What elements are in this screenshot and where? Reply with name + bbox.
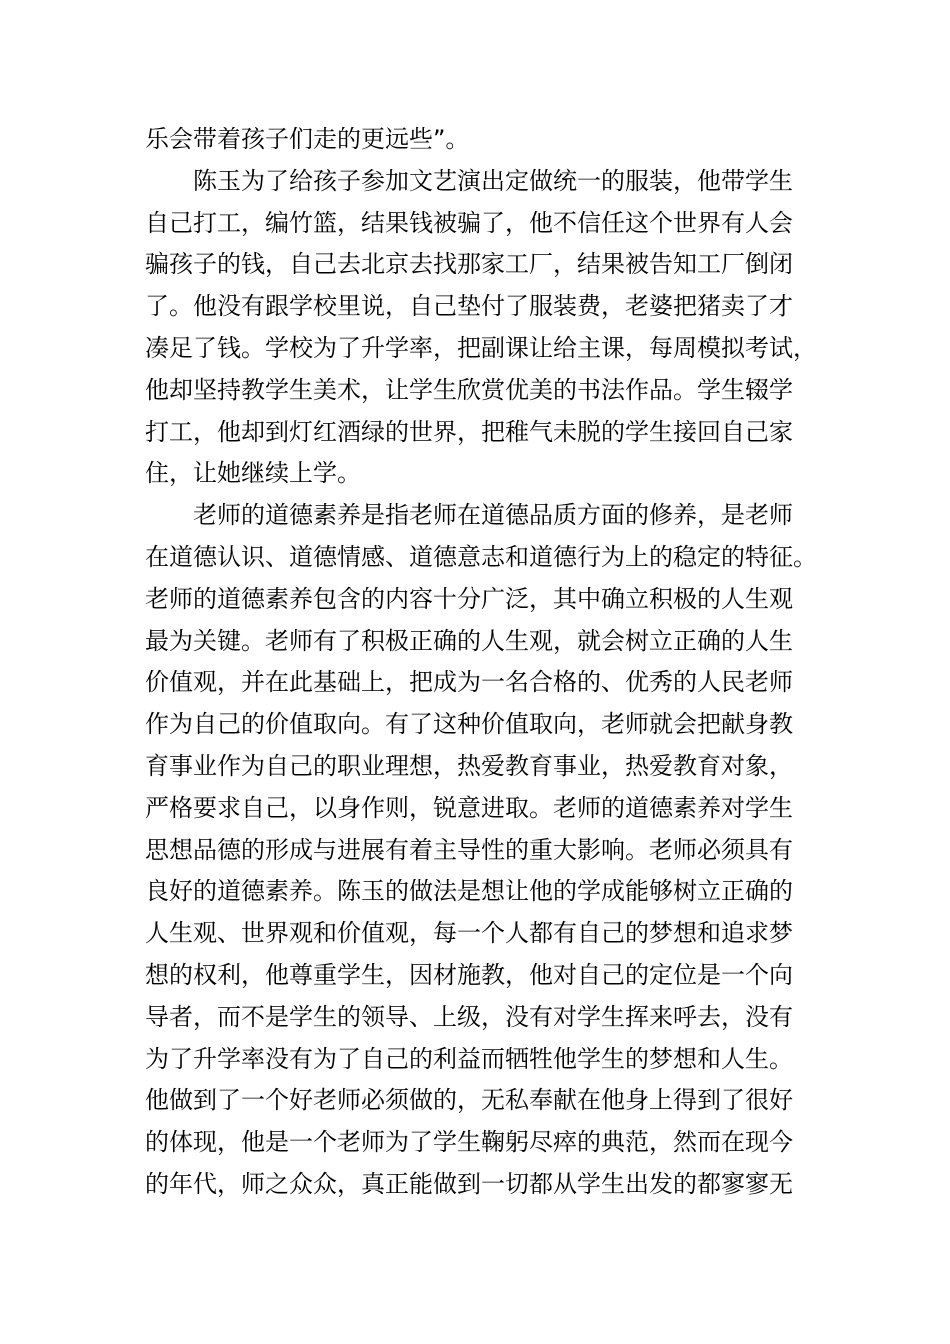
body-text: [145, 119, 825, 1206]
text-line: 导者，而不是学生的领导、上级，没有对学生挥来呼去，没有: [145, 1002, 793, 1031]
text-line: 人生观、世界观和价值观，每一个人都有自己的梦想和追求梦: [145, 919, 793, 948]
text-line: 想的权利，他尊重学生，因材施教，他对自己的定位是一个向: [145, 960, 793, 989]
text-line: 最为关键。老师有了积极正确的人生观，就会树立正确的人生: [145, 626, 793, 655]
text-line: 严格要求自己，以身作则，锐意进取。老师的道德素养对学生: [145, 793, 793, 822]
text-line: 凑足了钱。学校为了升学率，把副课让给主课，每周模拟考试，: [145, 333, 817, 362]
paragraph-first-line: 陈玉为了给孩子参加文艺演出定做统一的服装，他带学生: [193, 166, 793, 195]
text-line: 老师的道德素养包含的内容十分广泛，其中确立积极的人生观: [145, 584, 793, 613]
text-line: 骗孩子的钱，自己去北京去找那家工厂，结果被告知工厂倒闭: [145, 250, 793, 279]
text-line: 他做到了一个好老师必须做的，无私奉献在他身上得到了很好: [145, 1086, 793, 1115]
text-line: 思想品德的形成与进展有着主导性的重大影响。老师必须具有: [145, 835, 793, 864]
text-line: 的年代，师之众众，真正能做到一切都从学生出发的都寥寥无: [145, 1169, 793, 1198]
text-line: 价值观，并在此基础上，把成为一名合格的、优秀的人民老师: [145, 668, 793, 697]
paragraph-first-line: 老师的道德素养是指老师在道德品质方面的修养，是老师: [193, 501, 793, 530]
text-line: 在道德认识、道德情感、道德意志和道德行为上的稳定的特征。: [145, 542, 817, 571]
text-line: 为了升学率没有为了自己的利益而牺牲他学生的梦想和人生。: [145, 1044, 793, 1073]
text-line: 乐会带着孩子们走的更远些”。: [145, 125, 470, 153]
text-line: 作为自己的价值取向。有了这种价值取向，老师就会把献身教: [145, 710, 793, 739]
text-line: 他却坚持教学生美术，让学生欣赏优美的书法作品。学生辍学: [145, 375, 793, 404]
text-line: 了。他没有跟学校里说，自己垫付了服装费，老婆把猪卖了才: [145, 292, 793, 321]
text-line: 育事业作为自己的职业理想，热爱教育事业，热爱教育对象，: [145, 751, 793, 780]
text-line: 自己打工，编竹篮，结果钱被骗了，他不信任这个世界有人会: [145, 208, 793, 237]
text-line: 打工，他却到灯红酒绿的世界，把稚气未脱的学生接回自己家: [145, 417, 793, 446]
text-line: 良好的道德素养。陈玉的做法是想让他的学成能够树立正确的: [145, 877, 793, 906]
text-line: 的体现，他是一个老师为了学生鞠躬尽瘁的典范，然而在现今: [145, 1128, 793, 1157]
text-line: 住，让她继续上学。: [145, 459, 361, 488]
